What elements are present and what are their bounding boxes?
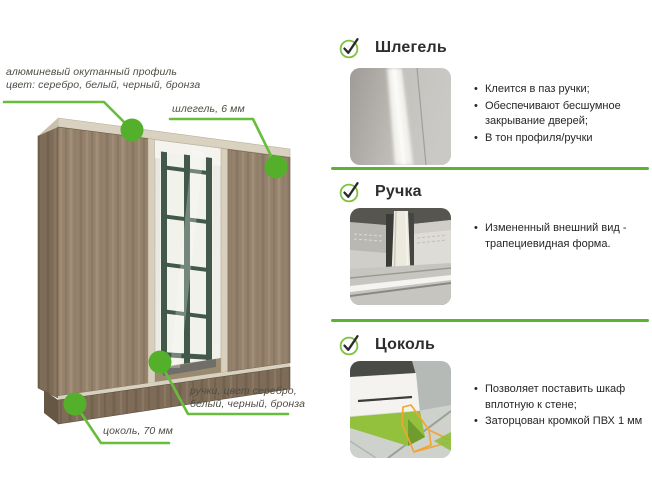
plinth-photo xyxy=(350,361,451,458)
callout-shlegel xyxy=(172,103,245,116)
section-handle-header xyxy=(339,180,422,203)
wardrobe-handle-strip-left xyxy=(148,139,155,384)
wardrobe-handle-strip-right xyxy=(221,149,228,373)
section-divider xyxy=(331,319,649,322)
features-panel xyxy=(331,0,652,500)
bullet-item: • Обеспечивают бесшумное закрывание дверей; xyxy=(472,99,650,130)
callout-shlegel-line1: шлегель, 6 мм xyxy=(172,103,245,115)
check-icon xyxy=(339,333,362,356)
callout-plinth xyxy=(103,425,173,438)
bullet-item: • Измененный внешний вид - трапециевидная форма. xyxy=(472,221,650,252)
section-shlegel-title: Шлегель xyxy=(375,38,447,56)
callout-profile-line1: алюминевый окутанный профиль xyxy=(6,66,178,78)
section-handle-title: Ручка xyxy=(375,182,422,200)
callout-plinth-line1: цоколь, 70 мм xyxy=(103,425,173,437)
check-icon xyxy=(339,36,362,59)
bullet-item: • Заторцован кромкой ПВХ 1 мм xyxy=(472,414,650,430)
handle-bullet-list xyxy=(472,221,650,253)
section-plinth-title: Цоколь xyxy=(375,335,436,353)
shlegel-photo xyxy=(350,68,451,165)
shlegel-bullet-list xyxy=(472,82,650,147)
wardrobe-left-door xyxy=(58,127,148,396)
wardrobe-right-door xyxy=(228,149,290,371)
bullet-item: • Позволяет поставить шкаф вплотную к стене; xyxy=(472,382,650,413)
callout-handles xyxy=(190,385,305,412)
section-plinth-header xyxy=(339,333,435,356)
wardrobe-side-panel xyxy=(38,126,58,398)
section-shlegel-header xyxy=(339,36,447,59)
bullet-item: • В тон профиля/ручки xyxy=(472,131,650,147)
section-divider xyxy=(331,167,649,170)
check-icon xyxy=(339,180,362,203)
bullet-item: • Клеится в паз ручки; xyxy=(472,82,650,98)
callout-handles-line2: белый, черный, бронза xyxy=(190,398,306,411)
callout-handles-line1: ручки, цвет серебро, xyxy=(190,385,297,397)
mirror-reflection xyxy=(155,140,221,382)
callout-profile xyxy=(6,66,200,93)
handle-photo xyxy=(350,208,451,305)
plinth-bullet-list xyxy=(472,382,650,431)
callout-profile-line2: цвет: серебро, белый, черный, бронза xyxy=(6,79,201,92)
